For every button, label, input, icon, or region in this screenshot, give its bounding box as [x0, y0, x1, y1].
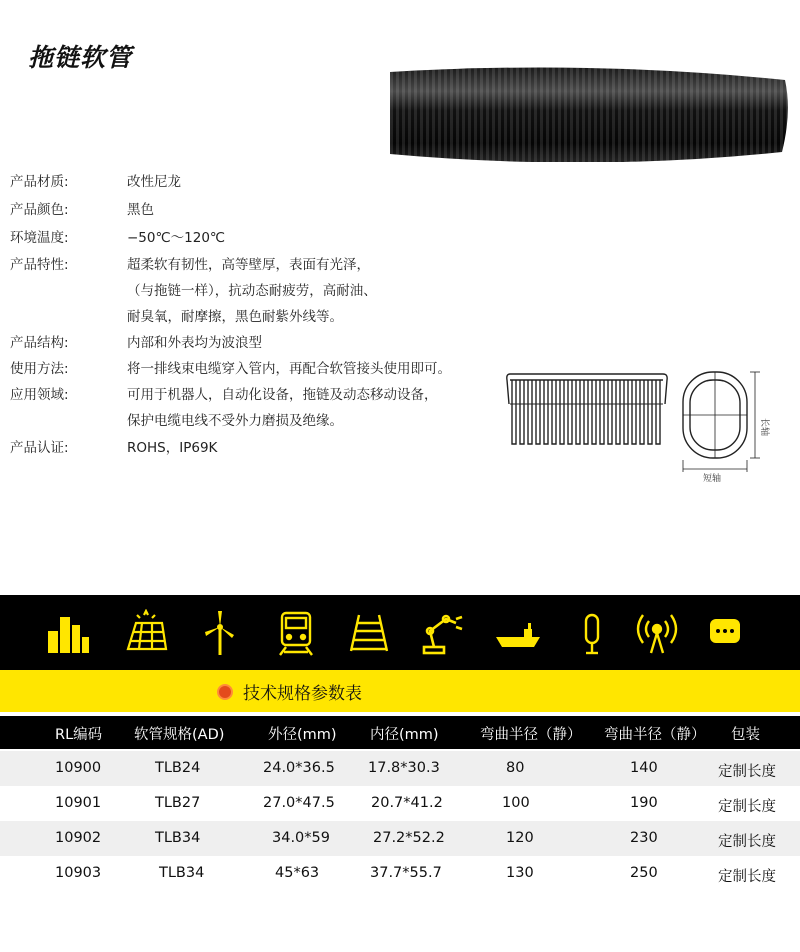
table-title-bar: [0, 670, 800, 712]
cell-outer-diameter: 45*63: [275, 865, 320, 881]
cell-inner-diameter: 27.2*52.2: [373, 830, 445, 846]
cell-bend-radius-2: 190: [630, 795, 658, 811]
cell-hose-spec: TLB34: [159, 865, 205, 881]
spec-value: 超柔软有韧性，高等壁厚，表面有光泽，: [127, 257, 370, 273]
header-bend-radius-static: 弯曲半径（静）: [480, 727, 582, 743]
table-row: [0, 821, 800, 856]
table-row: [0, 856, 800, 891]
cell-outer-diameter: 27.0*47.5: [263, 795, 335, 811]
spec-value: 黑色: [127, 202, 154, 218]
solar-panel-icon: [122, 609, 170, 657]
cell-inner-diameter: 20.7*41.2: [371, 795, 443, 811]
cell-hose-spec: TLB27: [155, 795, 201, 811]
robot-arm-icon: [418, 609, 466, 657]
spec-label: 产品结构:: [10, 335, 69, 351]
cell-rl-code: 10903: [55, 865, 102, 881]
cell-outer-diameter: 24.0*36.5: [263, 760, 335, 776]
cross-section-drawing: [500, 360, 790, 485]
cell-hose-spec: TLB24: [155, 760, 201, 776]
spec-label: 产品特性:: [10, 257, 69, 273]
cell-bend-radius-2: 230: [630, 830, 658, 846]
spec-label: 产品材质:: [10, 174, 69, 190]
spec-value: （与拖链一样），抗动态耐疲劳，高耐油、: [127, 283, 377, 299]
cell-bend-radius-1: 80: [506, 760, 525, 776]
cell-outer-diameter: 34.0*59: [272, 830, 330, 846]
cell-inner-diameter: 17.8*30.3: [368, 760, 440, 776]
bullet-dot-icon: [217, 684, 233, 700]
cell-bend-radius-1: 130: [506, 865, 534, 881]
spec-value: 耐臭氧，耐摩擦，黑色耐紫外线等。: [127, 309, 343, 325]
spec-value: −50℃～120℃: [127, 230, 226, 246]
cell-bend-radius-2: 140: [630, 760, 658, 776]
long-axis-label: 长轴: [759, 418, 769, 437]
header-outer-diameter: 外径(mm): [268, 727, 337, 743]
spec-value: 保护电缆电线不受外力磨损及绝缘。: [127, 413, 343, 429]
spec-value: 可用于机器人，自动化设备，拖链及动态移动设备，: [127, 387, 438, 403]
cell-rl-code: 10902: [55, 830, 102, 846]
lamp-icon: [568, 609, 616, 657]
header-packaging: 包装: [731, 727, 760, 743]
drawing-svg: [500, 360, 790, 485]
chat-icon: [704, 609, 752, 657]
spec-label: 应用领域:: [10, 387, 69, 403]
wind-turbine-icon: [196, 609, 244, 657]
short-axis-label: 短轴: [703, 474, 722, 484]
cell-rl-code: 10900: [55, 760, 102, 776]
hose-image: [390, 62, 790, 162]
spec-value: ROHS，IP69K: [127, 440, 218, 456]
header-bend-radius-static-2: 弯曲半径（静）: [604, 727, 706, 743]
header-rl-code: RL编码: [55, 727, 103, 743]
cell-packaging: 定制长度: [718, 799, 776, 815]
spec-value: 改性尼龙: [127, 174, 181, 190]
cell-packaging: 定制长度: [718, 869, 776, 885]
application-icon-band: [0, 595, 800, 670]
cell-bend-radius-1: 100: [502, 795, 530, 811]
cell-packaging: 定制长度: [718, 764, 776, 780]
header-hose-spec: 软管规格(AD): [134, 727, 225, 743]
table-row: [0, 786, 800, 821]
header-inner-diameter: 内径(mm): [370, 727, 439, 743]
train-icon: [272, 609, 320, 657]
spec-label: 产品认证:: [10, 440, 69, 456]
spec-label: 使用方法:: [10, 361, 69, 377]
table-header: [0, 716, 800, 749]
table-row: [0, 751, 800, 786]
cell-hose-spec: TLB34: [155, 830, 201, 846]
cell-rl-code: 10901: [55, 795, 102, 811]
building-icon: [44, 609, 92, 657]
spec-value: 内部和外表均为波浪型: [127, 335, 262, 351]
table-title: 技术规格参数表: [243, 684, 362, 704]
rail-track-icon: [345, 609, 393, 657]
spec-label: 产品颜色:: [10, 202, 69, 218]
spec-label: 环境温度:: [10, 230, 69, 246]
signal-tower-icon: [633, 609, 681, 657]
hose-photo: [390, 62, 790, 162]
cell-packaging: 定制长度: [718, 834, 776, 850]
spec-value: 将一排线束电缆穿入管内，再配合软管接头使用即可。: [127, 361, 451, 377]
cell-bend-radius-1: 120: [506, 830, 534, 846]
cell-inner-diameter: 37.7*55.7: [370, 865, 442, 881]
page-title: 拖链软管: [28, 43, 133, 72]
ship-icon: [494, 609, 542, 657]
cell-bend-radius-2: 250: [630, 865, 658, 881]
